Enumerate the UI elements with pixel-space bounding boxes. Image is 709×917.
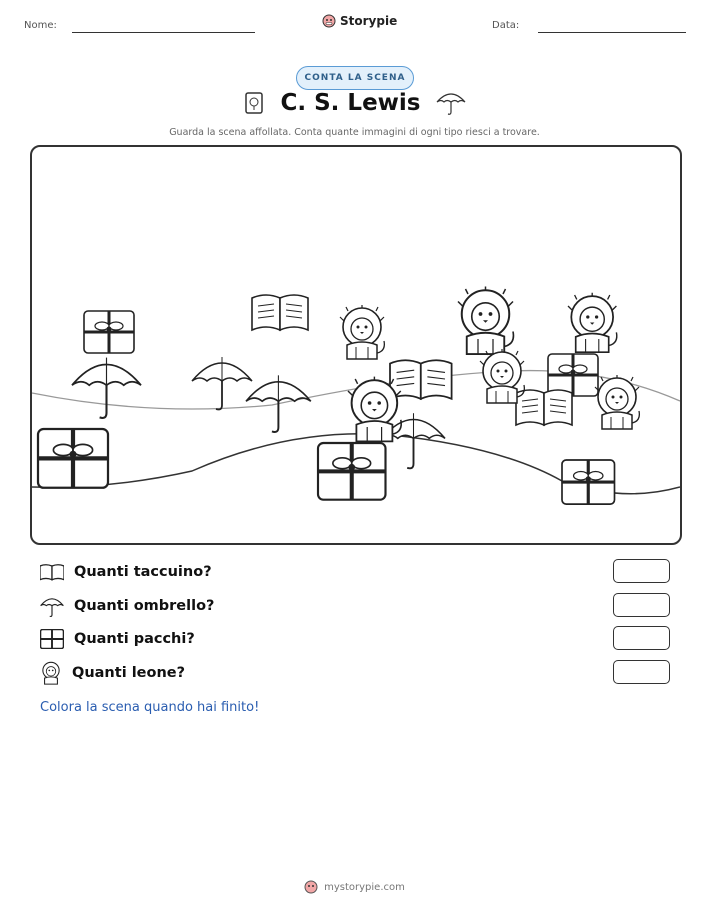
scene-gift	[318, 443, 386, 500]
gift-icon	[40, 629, 64, 649]
answer-box-notebook[interactable]	[613, 559, 670, 583]
scene-umbrella	[246, 375, 311, 432]
storypie-logo	[322, 14, 397, 28]
scene-notebook	[516, 390, 572, 425]
scene-gift	[84, 311, 134, 353]
storypie-mascot-icon	[322, 14, 336, 28]
question-gift	[40, 626, 195, 652]
page-title: C. S. Lewis	[280, 90, 421, 116]
name-field-line[interactable]	[72, 32, 255, 33]
notebook-icon	[40, 563, 64, 581]
lion-icon	[40, 661, 62, 685]
scene-gift	[562, 460, 615, 504]
question-label: Quanti taccuino?	[74, 564, 212, 580]
scene-umbrella	[192, 357, 252, 410]
answer-box-gift[interactable]	[613, 626, 670, 650]
scene-notebook	[252, 295, 308, 330]
scene-umbrella	[72, 358, 141, 418]
question-lion	[40, 660, 185, 686]
coloring-instruction: Colora la scena quando hai finito!	[40, 700, 260, 715]
question-notebook	[40, 559, 212, 585]
question-label: Quanti pacchi?	[74, 631, 195, 647]
question-label: Quanti ombrello?	[74, 598, 215, 614]
answer-box-umbrella[interactable]	[613, 593, 670, 617]
activity-badge: CONTA LA SCENA	[296, 66, 414, 90]
date-field-line[interactable]	[538, 32, 686, 33]
book-icon	[242, 91, 266, 115]
question-umbrella	[40, 593, 214, 619]
answer-box-lion[interactable]	[613, 660, 670, 684]
site-footer	[0, 880, 709, 894]
scene-lion	[568, 293, 617, 352]
umbrella-icon	[40, 595, 64, 617]
scene-lion	[595, 375, 639, 429]
date-label: Data:	[492, 20, 520, 31]
instructions: Guarda la scena affollata. Conta quante immagini di ogni tipo riesci a trovare.	[169, 127, 540, 138]
scene-gift	[38, 429, 108, 488]
site-url[interactable]: mystorypie.com	[324, 881, 405, 893]
storypie-mascot-icon	[304, 880, 318, 894]
scene-lion	[458, 287, 513, 355]
umbrella-icon	[435, 90, 467, 116]
question-label: Quanti leone?	[72, 665, 186, 681]
name-label: Nome:	[24, 20, 57, 31]
counting-scene[interactable]	[30, 145, 682, 545]
scene-lion	[480, 349, 524, 403]
brand-name: Storypie	[340, 14, 398, 28]
title-row	[0, 90, 709, 116]
scene-lion	[340, 305, 384, 359]
